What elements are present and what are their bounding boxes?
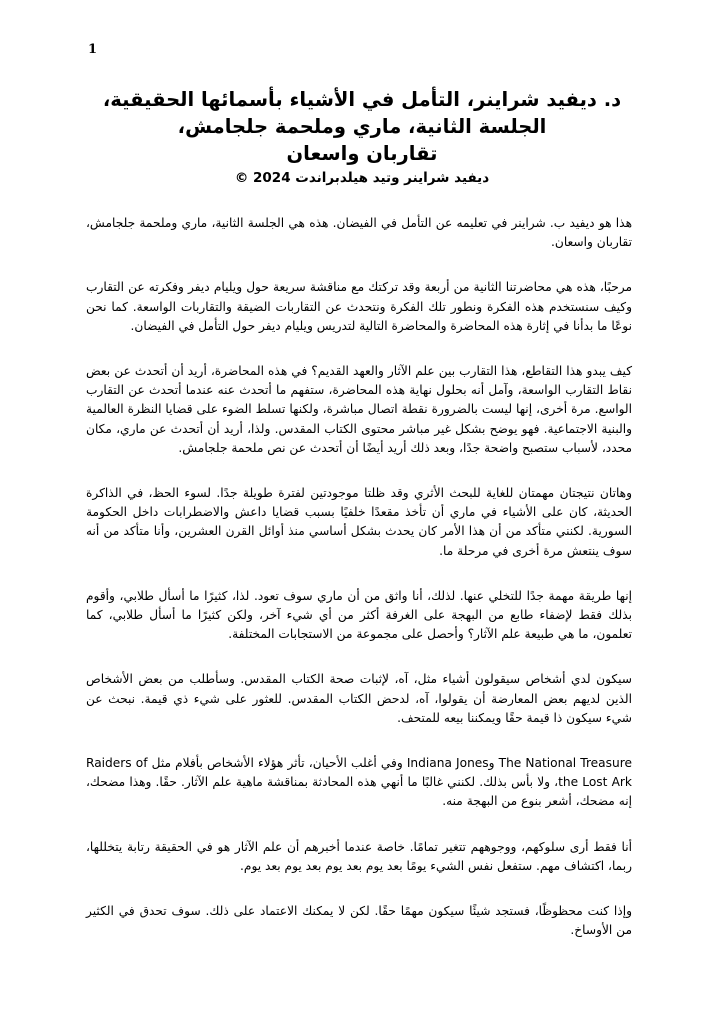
title-line-1: د. ديفيد شراينر، التأمل في الأشياء بأسمائها الحقيقية، [102, 88, 622, 111]
paragraph: وإذا كنت محظوظًا، فستجد شيئًا سيكون مهمًا حقًا. لكن لا يمكنك الاعتماد على ذلك. سوف تحدق في الكثير من الأوساخ. [86, 904, 632, 938]
paragraph: هذا هو ديفيد ب. شراينر في تعليمه عن التأمل في الفيضان. هذه هي الجلسة الثانية، ماري وملحمة جلجامش، تقاربان واسعان. [86, 216, 632, 250]
page-number: 1 [88, 42, 98, 57]
title-block [80, 86, 644, 188]
paragraph: وهاتان نتيجتان مهمتان للغاية للبحث الأثري وقد ظلتا موجودتين لفترة طويلة جدًا. لسوء الحظ، في الذاكرة الحديثة، كان على الأشياء في ماري أن تأخذ مقعدًا خلفيًا بسبب قضايا داعش والاضطرابات داخل الحكومة السورية. لكنني متأكد من أن هذا الأمر كان يحدث بشكل أساسي منذ أوائل القرن العشرين، وأنا متأكد من أنه سوف ينتعش مرة أخرى في مرحلة ما. [86, 486, 632, 558]
paragraph: كيف يبدو هذا التقاطع، هذا التقارب بين علم الآثار والعهد القديم؟ في هذه المحاضرة، أريد أن أتحدث عن بعض نقاط التقارب الواسعة، وآمل أنه بحلول نهاية هذه المحاضرة، ستفهم ما أتحدث عنه عندما أتحدث عن التقارب الواسع. مرة أخرى، إنها ليست بالضرورة نقطة اتصال مباشرة، ولكنها تسلط الضوء على قضايا النظرة العالمية والبنية الاجتماعية. فهو يوضح بشكل غير مباشر محتوى الكتاب المقدس. ولذا، أريد أن أتحدث عن ماري، مكان محدد، لأسباب ستصبح واضحة جدًا، وبعد ذلك أريد أيضًا أن أتحدث عن نص ملحمة جلجامش. [86, 364, 632, 455]
title-line-3: تقاربان واسعان [286, 142, 438, 165]
paragraph: إنها طريقة مهمة جدًا للتخلي عنها. لذلك، أنا واثق من أن ماري سوف تعود. لذا، كثيرًا ما أسأل طلابي، وأقوم بذلك فقط لإضفاء طابع من البهجة على الغرفة أكثر من أي شيء آخر، ولكن كثيرًا ما أسأل طلابي، كما تعلمون، ما هي طبيعة علم الآثار؟ وأحصل على مجموعة من الاستجابات المختلفة. [86, 588, 632, 642]
paragraph: أنا فقط أرى سلوكهم، ووجوههم تتغير تمامًا. خاصة عندما أخبرهم أن علم الآثار هو في الحقيقة رتابة يتخللها، ربما، اكتشاف مهم. ستفعل نفس الشيء يومًا بعد يوم بعد يوم بعد يوم بعد يوم. [86, 839, 632, 873]
paragraph: مرحبًا، هذه هي محاضرتنا الثانية من أربعة وقد تركتك مع مناقشة سريعة حول ويليام ديفر وفكرته عن التقارب وكيف سنستخدم هذه الفكرة ونطور تلك الفكرة ونتحدث عن التقاربات الضيقة والتقاربات الواسعة. كما نحن نوعًا ما بدأنا في إثارة هذه المحاضرة والمحاضرة التالية لتدريس ويليام ديفر حول التأمل في الفيضان. [86, 280, 632, 333]
body-text [86, 214, 632, 966]
paragraph: سيكون لدي أشخاص سيقولون أشياء مثل، آه، لإثبات صحة الكتاب المقدس. وسأطلب من بعض الأشخاص الذين لديهم بعض المعارضة أن يقولوا، آه، لدحض الكتاب المقدس. للعثور على شيء ذي قيمة. نبحث عن شيء سيكون ذا قيمة حقًا ويمكننا بيعه للمتحف. [86, 672, 632, 725]
paragraph: The National Treasure وIndiana Jones وفي أغلب الأحيان، تأثر هؤلاء الأشخاص بأفلام مثل Raiders of the Lost Ark، ولا بأس بذلك. لكنني غالبًا ما أنهي هذه المحادثة بمناقشة ماهية علم الآثار. حقًا. وهذا مضحك، إنه مضحك، أشعر بنوع من البهجة منه. [86, 756, 632, 809]
copyright-line: ديفيد شراينر وتيد هيلدبراندت 2024 © [234, 170, 490, 186]
title-line-2: الجلسة الثانية، ماري وملحمة جلجامش، [177, 115, 547, 138]
